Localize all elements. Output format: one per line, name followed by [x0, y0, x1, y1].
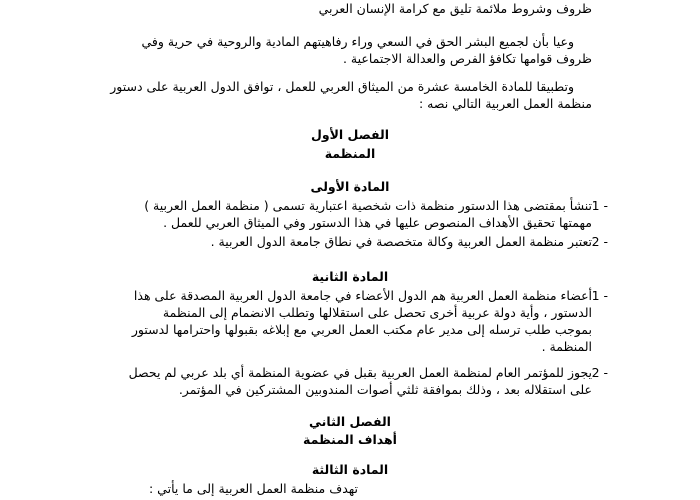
article-3-text — [98, 480, 358, 497]
text-line: ظروف وشروط ملائمة تليق مع كرامة الإنسان العربي — [318, 1, 592, 16]
chapter-2-title: الفصل الثاني — [309, 414, 391, 429]
text-line: منظمة العمل العربية التالي نصه : — [418, 96, 592, 111]
text-line: الدستور ، وأية دولة عربية أخرى تحصل على استقلالها وتطلب الانضمام إلى المنظمة — [162, 305, 592, 320]
item-number: 2 - — [591, 234, 608, 249]
article-2-title: المادة الثانية — [311, 269, 389, 284]
chapter-1-title: الفصل الأول — [310, 127, 389, 142]
item-number: 1 - — [591, 288, 608, 303]
text-line: بموجب طلب ترسله إلى مدير عام مكتب العمل العربي مع إبلاغه بقبولها واحترامها لدستور — [131, 322, 592, 337]
intro-top-line — [106, 0, 592, 17]
item-number: 1 - — [591, 198, 608, 213]
intro-paragraph-2 — [88, 78, 592, 112]
text-line: ظروف قوامها تكافؤ الفرص والعدالة الاجتماعية . — [342, 51, 592, 66]
article-1-item-2 — [106, 233, 608, 250]
article-3-title: المادة الثالثة — [311, 462, 389, 477]
text-line: يجوز للمؤتمر العام لمنظمة العمل العربية بقبل في عضوية المنظمة أي بلد عربي لم يحصل — [128, 365, 592, 380]
text-line: مهمتها تحقيق الأهداف المنصوص عليها في هذا الدستور وفي الميثاق العربي للعمل . — [163, 215, 592, 230]
chapter-2-subtitle: أهداف المنظمة — [303, 432, 397, 447]
article-2-item-2 — [106, 364, 608, 398]
text-line: أعضاء منظمة العمل العربية هم الدول الأعضاء في جامعة الدول العربية المصدقة على هذا — [133, 288, 592, 303]
text-line: على استقلاله بعد ، وذلك بموافقة ثلثي أصوات المندوبين المشتركين في المؤتمر. — [178, 382, 592, 397]
article-1-item-1 — [106, 197, 608, 231]
item-number: 2 - — [591, 365, 608, 380]
text-line: المنظمة . — [541, 339, 592, 354]
text-line: تنشأ بمقتضى هذا الدستور منظمة ذات شخصية اعتبارية تسمى ( منظمة العمل العربية ) — [144, 198, 592, 213]
text-line: تهدف منظمة العمل العربية إلى ما يأتي : — [149, 481, 358, 496]
text-line: تعتبر منظمة العمل العربية وكالة متخصصة في نطاق جامعة الدول العربية . — [210, 234, 592, 249]
text-line: وتطبيقا للمادة الخامسة عشرة من الميثاق العربي للعمل ، توافق الدول العربية على دستور — [110, 79, 574, 94]
article-1-title: المادة الأولى — [310, 179, 390, 194]
intro-paragraph-1 — [88, 33, 592, 67]
text-line: وعيا بأن لجميع البشر الحق في السعي وراء رفاهيتهم المادية والروحية في حرية وفي — [141, 34, 574, 49]
chapter-1-subtitle: المنظمة — [324, 146, 376, 161]
article-2-item-1 — [106, 287, 608, 355]
